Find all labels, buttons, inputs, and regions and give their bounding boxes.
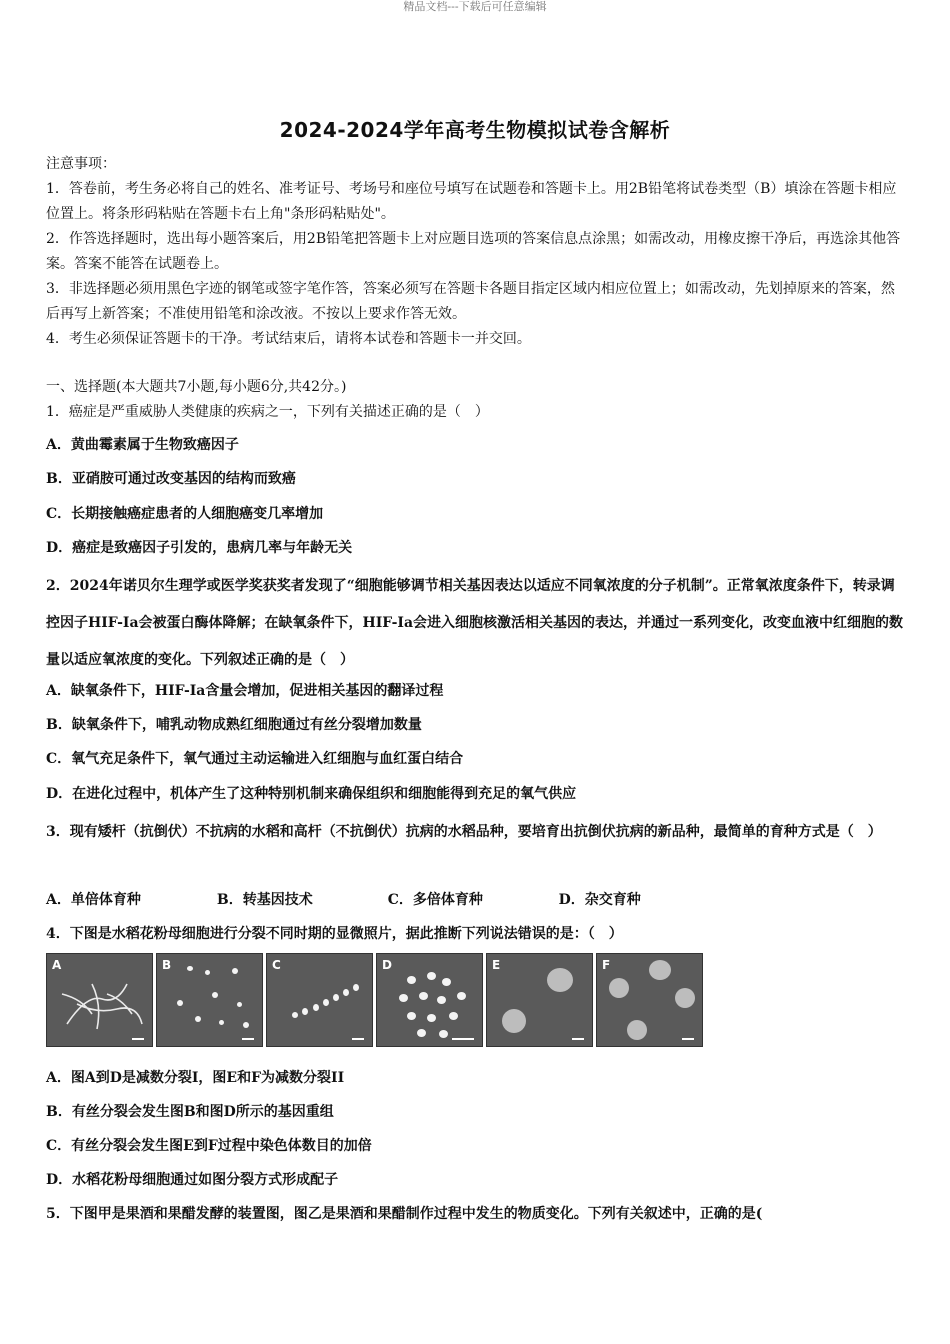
scale-bar — [352, 1038, 364, 1040]
question-1-stem: 1．癌症是严重威胁人类健康的疾病之一，下列有关描述正确的是（ ） — [46, 404, 489, 420]
micrograph-panel-a — [46, 953, 153, 1047]
q3-option-c: C．多倍体育种 — [387, 892, 483, 908]
q4-option-b: B．有丝分裂会发生图B和图D所示的基因重组 — [46, 1104, 334, 1120]
panel-label: F — [602, 958, 611, 972]
scale-bar — [572, 1038, 584, 1040]
note-item: 3．非选择题必须用黑色字迹的钢笔或签字笔作答，答案必须写在答题卡各题目指定区域内相应位置上；如需改动，先划掉原来的答案，然后再写上新答案；不准使用铅笔和涂改液。不按以上要求作答无效。 — [46, 281, 895, 322]
question-2-stem: 2．2024年诺贝尔生理学或医学奖获奖者发现了“细胞能够调节相关基因表达以适应不同氧浓度的分子机制”。正常氧浓度条件下，转录调控因子HIF-Ia会被蛋白酶体降解；在缺氧条件下，HIF-Ia会进入细胞核激活相关基因的表达，并通过一系列变化，改变血液中红细胞的数量以适应氧浓度的变化。下列叙述正确的是（ ） — [46, 578, 904, 668]
question-3-stem: 3．现有矮杆（抗倒伏）不抗病的水稻和高杆（不抗倒伏）抗病的水稻品种，要培育出抗倒伏抗病的新品种，最简单的育种方式是（ ） — [46, 824, 882, 840]
q4-option-a: A．图A到D是减数分裂I，图E和F为减数分裂II — [46, 1070, 345, 1086]
micrograph-panel-b — [156, 953, 263, 1047]
q1-option-c: C．长期接触癌症患者的人细胞癌变几率增加 — [46, 506, 324, 522]
note-item: 1．答卷前，考生务必将自己的姓名、准考证号、考场号和座位号填写在试题卷和答题卡上。用2B铅笔将试卷类型（B）填涂在答题卡相应位置上。将条形码粘贴在答题卡右上角"条形码粘贴处"。 — [46, 181, 897, 222]
micrograph-panel-e — [486, 953, 593, 1047]
q3-option-d: D．杂交育种 — [558, 892, 641, 908]
micrograph-panel-f — [596, 953, 703, 1047]
scale-bar — [242, 1038, 254, 1040]
scale-bar — [452, 1038, 474, 1040]
micrograph-panel-c — [266, 953, 373, 1047]
panel-label: D — [382, 958, 392, 972]
panel-label: A — [52, 958, 62, 972]
q3-options — [46, 889, 641, 909]
question-5-stem: 5．下图甲是果酒和果醋发酵的装置图，图乙是果酒和果醋制作过程中发生的物质变化。下列有关叙述中，正确的是( — [46, 1206, 763, 1222]
watermark: 精品文档---下载后可任意编辑 — [403, 0, 547, 13]
scale-bar — [132, 1038, 144, 1040]
panel-label: C — [272, 958, 281, 972]
page-title: 2024-2024学年高考生物模拟试卷含解析 — [279, 118, 671, 142]
notes-section — [46, 152, 906, 352]
panel-label: B — [162, 958, 172, 972]
q4-option-d: D．水稻花粉母细胞通过如图分裂方式形成配子 — [46, 1172, 339, 1188]
note-item: 2．作答选择题时，选出每小题答案后，用2B铅笔把答题卡上对应题目选项的答案信息点涂黑；如需改动，用橡皮擦干净后，再选涂其他答案。答案不能答在试题卷上。 — [46, 231, 901, 272]
micrograph-strip — [46, 953, 703, 1047]
q2-option-d: D．在进化过程中，机体产生了这种特别机制来确保组织和细胞能得到充足的氧气供应 — [46, 786, 577, 802]
q2-option-c: C．氧气充足条件下，氧气通过主动运输进入红细胞与血红蛋白结合 — [46, 751, 464, 767]
panel-label: E — [492, 958, 501, 972]
q2-option-a: A．缺氧条件下，HIF-Ia含量会增加，促进相关基因的翻译过程 — [46, 683, 444, 699]
q3-option-b: B．转基因技术 — [216, 892, 313, 908]
q1-option-a: A．黄曲霉素属于生物致癌因子 — [46, 437, 239, 453]
scale-bar — [682, 1038, 694, 1040]
q2-option-b: B．缺氧条件下，哺乳动物成熟红细胞通过有丝分裂增加数量 — [46, 717, 422, 733]
note-item: 4．考生必须保证答题卡的干净。考试结束后，请将本试卷和答题卡一并交回。 — [46, 331, 531, 347]
q4-option-c: C．有丝分裂会发生图E到F过程中染色体数目的加倍 — [46, 1138, 372, 1154]
chromatin-threads-graphic — [47, 954, 153, 1047]
q1-option-d: D．癌症是致癌因子引发的，患病几率与年龄无关 — [46, 540, 353, 556]
q1-option-b: B．亚硝胺可通过改变基因的结构而致癌 — [46, 471, 296, 487]
question-4-stem: 4．下图是水稻花粉母细胞进行分裂不同时期的显微照片，据此推断下列说法错误的是：（ ） — [46, 926, 623, 942]
section-heading: 一、选择题(本大题共7小题,每小题6分,共42分。) — [46, 379, 347, 395]
q3-option-a: A．单倍体育种 — [46, 892, 141, 908]
notes-heading: 注意事项： — [46, 156, 116, 172]
micrograph-panel-d — [376, 953, 483, 1047]
